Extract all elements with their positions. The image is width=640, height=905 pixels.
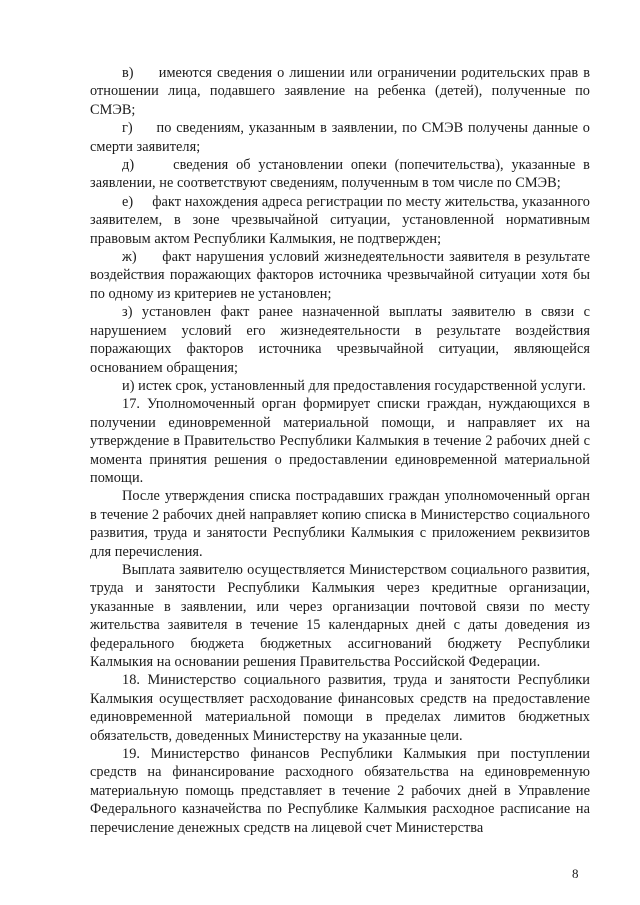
paragraph-item-i: и) истек срок, установленный для предоставления государственной услуги. bbox=[122, 377, 586, 394]
paragraph-clause-18: 18. Министерство социального развития, труда и занятости Республики Калмыкия осуществляет расходование финансовых средств на предоставление единовременной материальной помощи в пределах лимитов бюджетных обязательств, доведенных Министерству на указанные цели. bbox=[90, 672, 590, 744]
paragraph-item-v: в) имеются сведения о лишении или ограничении родительских прав в отношении лица, подавшего заявление на ребенка (детей), полученные по СМЭВ; bbox=[90, 65, 590, 118]
paragraph-list-approval: После утверждения списка пострадавших граждан уполномоченный орган в течение 2 рабочих дней направляет копию списка в Министерство социального развития, труда и занятости Республики Калмыкия с приложением реквизитов для перечисления. bbox=[90, 488, 590, 560]
paragraph-payment: Выплата заявителю осуществляется Министерством социального развития, труда и занятости Республики Калмыкия через кредитные организации, указанные в заявлении, или через организации почтовой связи по месту жительства заявителя в течение 15 календарных дней с даты доведения из федерального бюджета бюджетных ассигнований бюджету Республики Калмыкия на основании решения Правительства Российской Федерации. bbox=[90, 561, 590, 670]
paragraph-clause-19: 19. Министерство финансов Республики Калмыкия при поступлении средств на финансирование расходного обязательства на единовременную материальную помощь представляет в течение 2 рабочих дней в Управление Федерального казначейства по Республике Калмыкия расходное расписание на перечисление денежных средств на лицевой счет Министерства bbox=[90, 746, 590, 836]
paragraph-item-z: з) установлен факт ранее назначенной выплаты заявителю в связи с нарушением условий его жизнедеятельности в результате воздействия поражающих факторов источника чрезвычайной ситуации, являющейся основанием обращения; bbox=[90, 304, 590, 376]
paragraph-item-e: е) факт нахождения адреса регистрации по месту жительства, указанного заявителем, в зоне чрезвычайной ситуации, установленной нормативным правовым актом Республики Калмыкия, не подтвержден; bbox=[90, 193, 590, 247]
document-body bbox=[90, 64, 590, 837]
paragraph-clause-17: 17. Уполномоченный орган формирует списки граждан, нуждающихся в получении единовременной материальной помощи, и направляет их на утверждение в Правительство Республики Калмыкия в течение 2 рабочих дней с момента принятия решения о предоставлении единовременной материальной помощи. bbox=[90, 396, 590, 486]
paragraph-item-zh: ж) факт нарушения условий жизнедеятельности заявителя в результате воздействия поражающих факторов источника чрезвычайной ситуации хотя бы по одному из критериев не установлен; bbox=[90, 249, 590, 302]
paragraph-item-d: д) сведения об установлении опеки (попечительства), указанные в заявлении, не соответствуют сведениям, полученным в том числе по СМЭВ; bbox=[90, 157, 590, 192]
page-number: 8 bbox=[572, 866, 579, 881]
paragraph-item-g: г) по сведениям, указанным в заявлении, по СМЭВ получены данные о смерти заявителя; bbox=[90, 120, 590, 155]
